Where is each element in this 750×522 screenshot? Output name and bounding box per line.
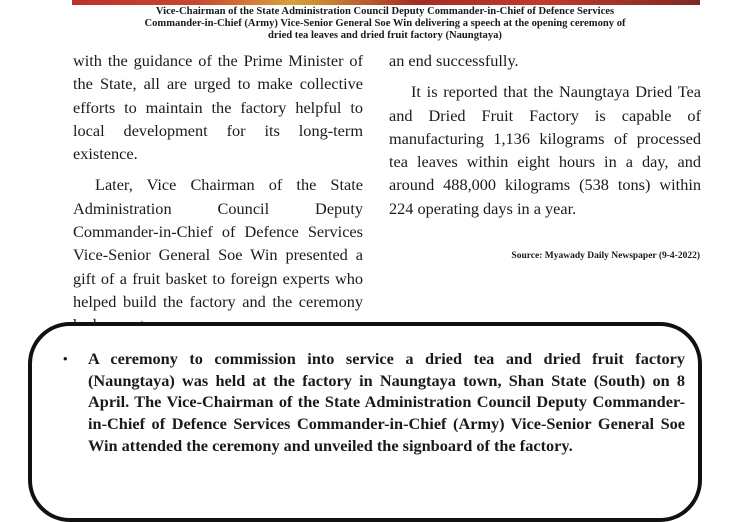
photo-caption (60, 6, 710, 42)
left-paragraph-1: with the guidance of the Prime Minister of the State, all are urged to make collective efforts to maintain the factory helpful to local development for its long-term existence. (73, 51, 363, 164)
summary-text: A ceremony to commission into service a dried tea and dried fruit factory (Naungtaya) was held at the factory in Naungtaya town, Shan State (South) on 8 April. The Vice-Chairman of the State Administration Council Deputy Commander-in-Chief of Defence Services Commander-in-Chief (Army) Vice-Senior General Soe Win attended the ceremony and unveiled the signboard of the factory. (88, 349, 685, 455)
right-paragraph-2: It is reported that the Naungtaya Dried Tea and Dried Fruit Factory is capable of manufacturing 1,136 kilograms of processed tea leaves within eight hours in a day, and around 488,000 kilograms (538 tons) within 224 operating days in a year. (389, 82, 701, 218)
left-paragraph-2: Later, Vice Chairman of the State Administration Council Deputy Commander-in-Chief of Defence Services Vice-Senior General Soe Win presented a gift of a fruit basket to foreign experts who helped build the factory and the ceremony (73, 175, 363, 311)
bullet-icon: • (63, 351, 68, 366)
summary-list (63, 348, 685, 457)
article-column-left (73, 49, 363, 337)
photo-bottom-edge (72, 0, 700, 5)
source-citation: Source: Myawady Daily Newspaper (9-4-2022) (511, 251, 700, 261)
caption-line-2: Commander-in-Chief (Army) Vice-Senior General Soe Win delivering a speech at the opening ceremony of (144, 18, 626, 29)
article-column-right (389, 49, 701, 220)
summary-item (63, 348, 685, 457)
caption-line-3: dried tea leaves and dried fruit factory (Naungtaya) (268, 30, 502, 41)
right-paragraph-1: an end successfully. (389, 51, 519, 70)
caption-line-1: Vice-Chairman of the State Administration Council Deputy Commander-in-Chief of Defence Services (155, 6, 615, 17)
